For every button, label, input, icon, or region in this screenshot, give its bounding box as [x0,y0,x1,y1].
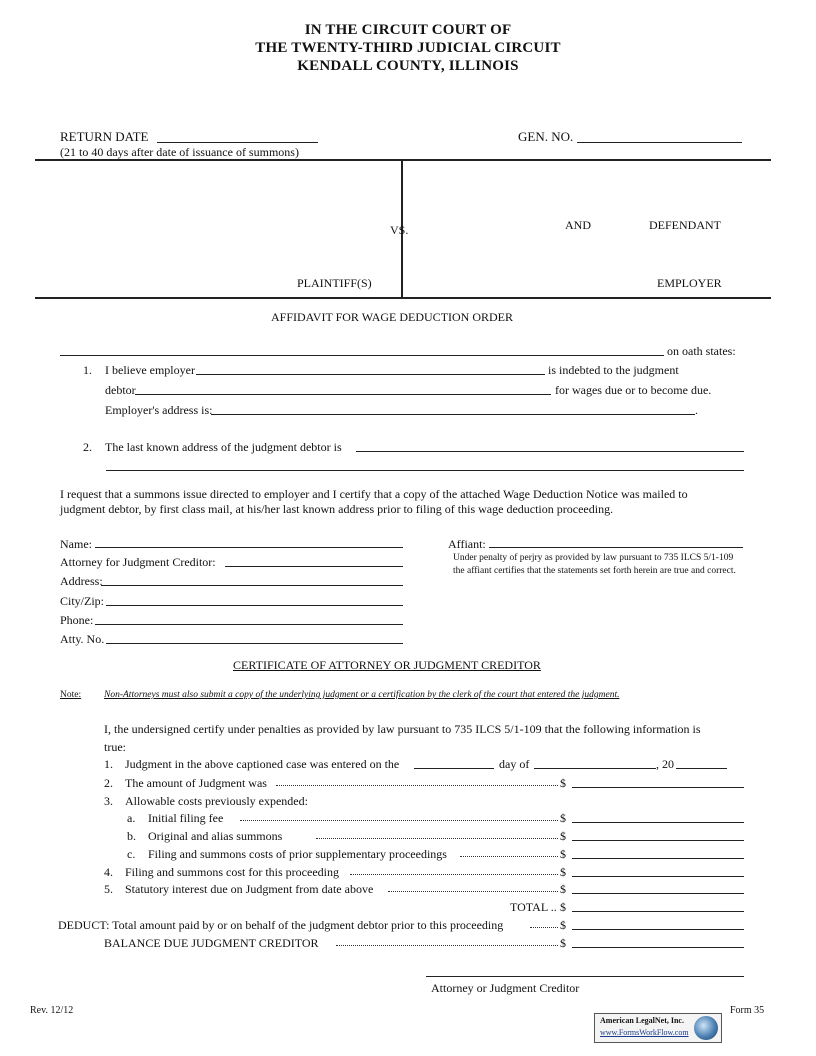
proceeding-cost-field[interactable] [572,876,744,877]
employer-address-field[interactable] [211,414,695,415]
interest-field[interactable] [572,893,744,894]
dollar-sign: $ [560,865,566,879]
dollar-sign: $ [560,847,566,861]
signature-label: Attorney or Judgment Creditor [431,981,580,995]
vs-label: VS. [390,223,409,237]
cert-intro-line2: true: [104,740,126,754]
leader-dots [530,918,558,928]
cert-item5-number: 5. [104,882,113,896]
balance-field[interactable] [572,947,744,948]
judgment-date-field[interactable] [414,768,494,769]
note-label: Note: [60,690,82,700]
dollar-sign: $ [560,936,566,950]
judgment-amount-field[interactable] [572,787,744,788]
oath-label: on oath states: [667,344,736,358]
total-field[interactable] [572,911,744,912]
total-label: TOTAL .. [510,900,557,914]
item2-label: The last known address of the judgment debtor is [105,440,342,454]
item2-number: 2. [83,440,92,454]
leader-dots [460,847,558,857]
legalnet-logo[interactable] [594,1013,722,1043]
wages-due-label: for wages due or to become due. [555,383,712,397]
cert-item2-number: 2. [104,776,113,790]
employer-label: EMPLOYER [657,276,722,290]
cert-item2-label: The amount of Judgment was [125,776,267,790]
gen-no-field[interactable] [577,142,742,143]
dollar-sign: $ [560,811,566,825]
affiant-signature-field[interactable] [489,547,743,548]
address-field[interactable] [101,585,403,586]
cert-item5-label: Statutory interest due on Judgment from date above [125,882,374,896]
leader-dots [316,829,558,839]
leader-dots [388,882,558,892]
cityzip-field[interactable] [106,605,403,606]
filing-fee-field[interactable] [572,822,744,823]
cert-item3c-label: Filing and summons costs of prior supplementary proceedings [148,847,447,861]
leader-dots [336,936,558,946]
request-text-line2: judgment debtor, by first class mail, at his/her last known address prior to filing of this wage deduction proceeding. [60,502,614,516]
perjury-text-line1: Under penalty of perjry as provided by law pursuant to 735 ILCS 5/1-109 [453,553,734,563]
revision-label: Rev. 12/12 [30,1005,74,1016]
cert-item3-label: Allowable costs previously expended: [125,794,308,808]
year-prefix-label: , 20 [656,757,674,771]
perjury-text-line2: the affiant certifies that the statements set forth herein are true and correct. [453,566,736,576]
defendant-label: DEFENDANT [649,218,721,232]
name-field[interactable] [95,547,403,548]
phone-field[interactable] [95,624,403,625]
supplementary-costs-field[interactable] [572,858,744,859]
cert-item4-number: 4. [104,865,113,879]
form-number: Form 35 [730,1005,765,1016]
cert-item3a-label: Initial filing fee [148,811,224,825]
deduct-label: DEDUCT: Total amount paid by or on behalf of the judgment debtor prior to this proceeding [58,918,504,932]
and-label: AND [565,218,591,232]
dollar-sign: $ [560,776,566,790]
day-of-label: day of [499,757,530,771]
dollar-sign: $ [560,900,566,914]
affidavit-title: AFFIDAVIT FOR WAGE DEDUCTION ORDER [271,310,514,324]
deduct-field[interactable] [572,929,744,930]
atty-no-field[interactable] [106,643,403,644]
globe-icon [694,1016,718,1040]
phone-label: Phone: [60,613,94,627]
address-label: Address: [60,574,103,588]
cert-item4-label: Filing and summons cost for this proceeding [125,865,339,879]
affiant-name-field[interactable] [60,355,664,356]
leader-dots [350,865,558,875]
leader-dots [276,776,558,786]
name-label: Name: [60,537,92,551]
logo-company: American LegalNet, Inc. [600,1016,684,1025]
judgment-month-field[interactable] [534,768,656,769]
leader-dots [240,811,558,821]
logo-url[interactable]: www.FormsWorkFlow.com [600,1028,689,1037]
debtor-name-field[interactable] [135,394,551,395]
court-title-line1: IN THE CIRCUIT COURT OF [304,22,512,38]
caption-bottom-rule [35,297,771,299]
cert-item3a-letter: a. [127,811,136,825]
atty-no-label: Atty. No. [60,632,105,646]
attorney-field[interactable] [225,566,403,567]
cert-item1-label: Judgment in the above captioned case was entered on the [125,757,400,771]
request-text-line1: I request that a summons issue directed to employer and I certify that a copy of the attached Wage Deduction Notice was mailed to [60,487,688,501]
summons-cost-field[interactable] [572,840,744,841]
balance-label: BALANCE DUE JUDGMENT CREDITOR [104,936,319,950]
return-date-field[interactable] [157,142,318,143]
cert-item3b-label: Original and alias summons [148,829,283,843]
court-title-line3: KENDALL COUNTY, ILLINOIS [297,58,519,74]
debtor-address-field-2[interactable] [106,470,744,471]
cityzip-label: City/Zip: [60,594,105,608]
plaintiff-label: PLAINTIFF(S) [297,276,372,290]
item1-indebted-label: is indebted to the judgment [548,363,679,377]
cert-item1-number: 1. [104,757,113,771]
note-text: Non-Attorneys must also submit a copy of the underlying judgment or a certification by the clerk of the court that entered the judgment. [104,690,620,700]
dollar-sign: $ [560,829,566,843]
court-title-line2: THE TWENTY-THIRD JUDICIAL CIRCUIT [255,40,561,56]
affiant-label: Affiant: [448,537,486,551]
caption-top-rule [35,159,771,161]
certificate-title: CERTIFICATE OF ATTORNEY OR JUDGMENT CREDITOR [233,658,541,672]
employer-address-label: Employer's address is: [105,403,213,417]
signature-field[interactable] [426,976,744,977]
cert-item3-number: 3. [104,794,113,808]
return-date-label: RETURN DATE [60,129,149,144]
dollar-sign: $ [560,918,566,932]
debtor-label: debtor [105,383,136,397]
judgment-year-field[interactable] [676,768,727,769]
attorney-label: Attorney for Judgment Creditor: [60,555,216,569]
cert-item3c-letter: c. [127,847,136,861]
dollar-sign: $ [560,882,566,896]
item1-number: 1. [83,363,92,377]
gen-no-label: GEN. NO. [518,129,574,144]
item1-employer-label: I believe employer [105,363,195,377]
debtor-address-field-1[interactable] [356,451,744,452]
address-period: . [695,403,698,417]
cert-intro-line1: I, the undersigned certify under penalties as provided by law pursuant to 735 ILCS 5/1-109 that the following information is [104,722,701,736]
cert-item3b-letter: b. [127,829,136,843]
employer-name-field[interactable] [196,374,545,375]
return-date-note: (21 to 40 days after date of issuance of summons) [60,145,299,159]
